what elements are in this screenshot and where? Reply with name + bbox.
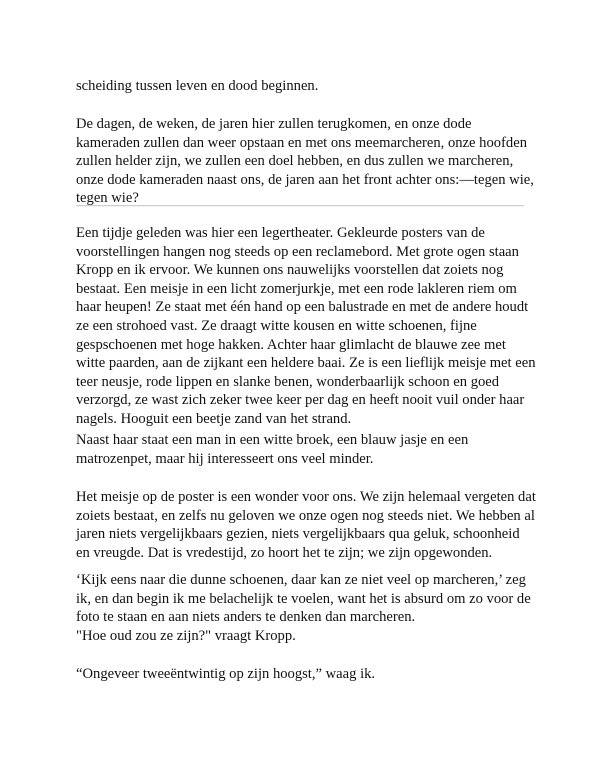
paragraph: “Ongeveer tweeëntwintig op zijn hoogst,” waag ik.: [76, 666, 376, 682]
paragraph: ‘Kijk eens naar die dunne schoenen, daar kan ze niet veel op marcheren,’ zeg ik, en dan begin ik me belachelijk te voelen, want het is absurd om zo voor de foto te staan en aan niets anders te denken dan marcheren.: [76, 572, 531, 626]
paragraph: "Hoe oud zou ze zijn?" vraagt Kropp.: [76, 628, 296, 644]
paragraph: De dagen, de weken, de jaren hier zullen terugkomen, en onze dode kameraden zullen dan weer opstaan en met ons meemarcheren, onze hoofden zullen helder zijn, we zullen een doel hebben, en dus zullen we marcheren, onze dode kameraden naast ons, de jaren aan het front achter ons:—tegen wie, tegen wie?: [76, 116, 534, 207]
section-divider: [76, 205, 524, 207]
paragraph: Een tijdje geleden was hier een legertheater. Gekleurde posters van de voorstellingen hangen nog steeds op een reclamebord. Met grote ogen staan Kropp en ik ervoor. We kunnen ons nauwelijks voorstellen dat zoiets nog bestaat. Een meisje in een licht zomerjurkje, met een rode lakleren riem om haar heupen! Ze staat met één hand op een balustrade en met de andere houdt ze een strohoed vast. Ze draagt witte kousen en witte schoenen, fijne gespschoenen met hoge hakken. Achter haar glimlacht de blauwe zee met witte paarden, aan de zijkant een heldere baai. Ze is een lieflijk meisje met een teer neusje, rode lippen en slanke benen, wonderbaarlijk schoon en goed verzorgd, ze wast zich zeker twee keer per dag en heeft nooit vuil onder haar nagels. Hooguit een beetje zand van het strand.: [76, 225, 536, 427]
paragraph: scheiding tussen leven en dood beginnen.: [76, 78, 319, 94]
paragraph: Naast haar staat een man in een witte broek, een blauw jasje en een matrozenpet, maar hij interesseert ons veel minder.: [76, 432, 469, 467]
paragraph: Het meisje op de poster is een wonder voor ons. We zijn helemaal vergeten dat zoiets bestaat, en zelfs nu geloven we onze ogen nog steeds niet. We hebben al jaren niets vergelijkbaars gezien, niets vergelijkbaars qua geluk, schoonheid en vreugde. Dat is vredestijd, zo hoort het te zijn; we zijn opgewonden.: [76, 489, 536, 561]
